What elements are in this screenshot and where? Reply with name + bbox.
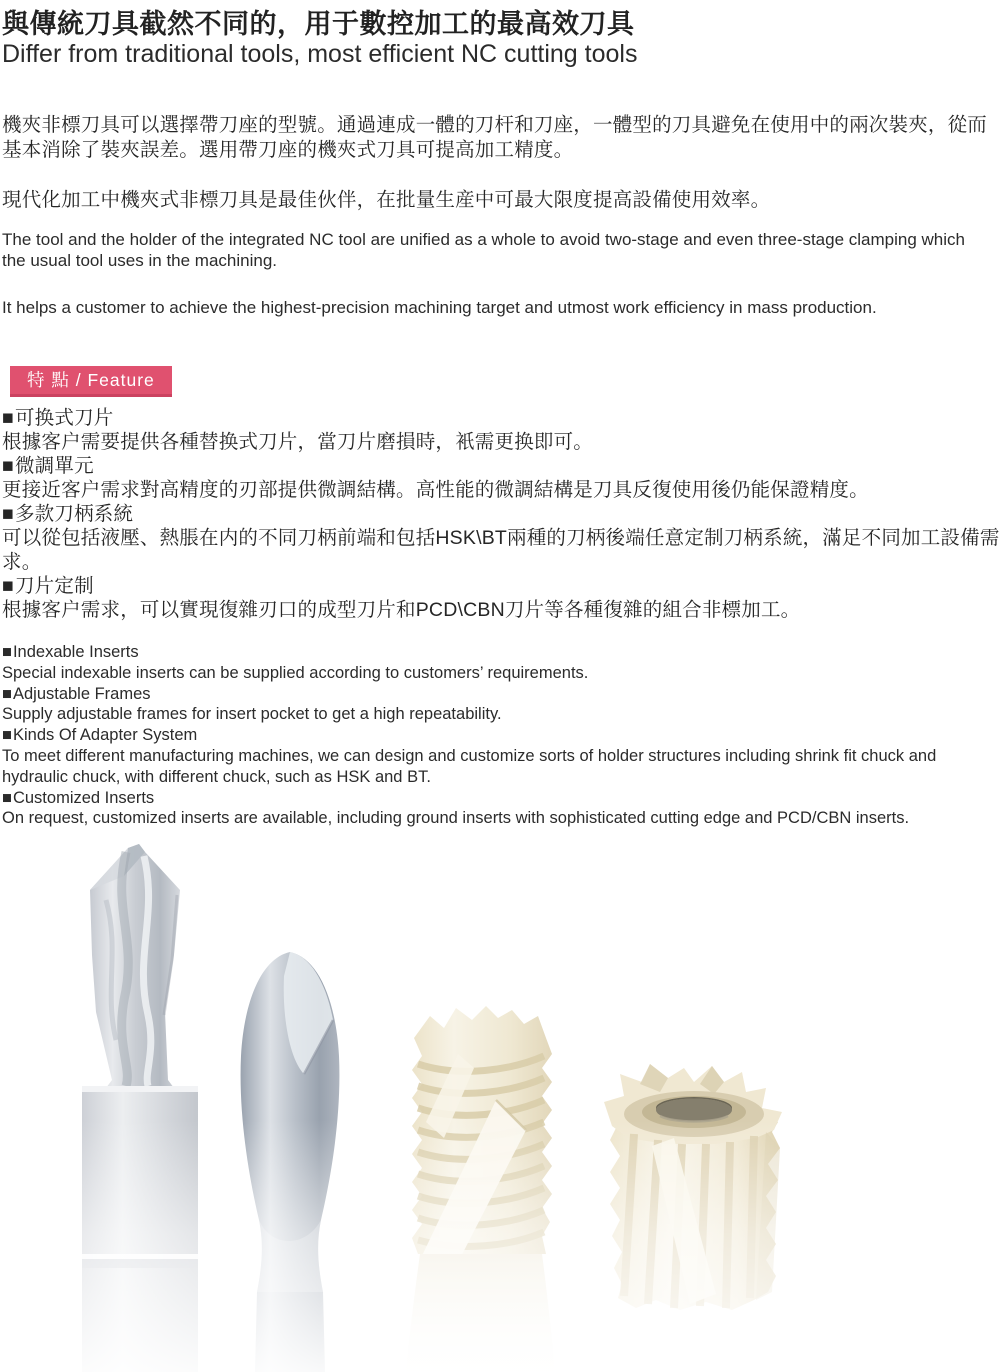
bullet-icon: ■: [2, 788, 12, 807]
feature-desc-zh: 根據客户需要提供各種替换式刀片，當刀片磨損時，衹需更换即可。: [2, 431, 594, 453]
feature-title-zh: [2, 406, 1000, 430]
feature-desc-en: Special indexable inserts can be supplied according to customers’ requirements.: [2, 663, 589, 682]
feature-list-zh: [2, 406, 1000, 622]
feature-title-text: Kinds Of Adapter System: [12, 726, 198, 745]
feature-title-text: Indexable Inserts: [12, 643, 139, 661]
feature-desc-zh: 根據客户需求，可以實現復雜刃口的成型刀片和PCD\CBN刀片等各種復雜的組合非標加工。: [2, 599, 801, 621]
feature-title-text: 刀片定制: [14, 575, 94, 597]
intro-paragraph-en-2: It helps a customer to achieve the highest-precision machining target and utmost work efficiency in mass production.: [2, 298, 877, 317]
bullet-icon: ■: [2, 407, 14, 429]
shell-mill-rough-cutter-image: [596, 1062, 796, 1310]
feature-title-text: 多款刀柄系統: [14, 503, 134, 525]
feature-desc-zh: 可以從包括液壓、熱脹在内的不同刀柄前端和包括HSK\BT兩種的刀柄後端任意定制刀柄系統，滿足不同加工設備需求。: [2, 527, 1000, 573]
feature-title-en: [2, 725, 977, 746]
page-title-zh: 與傳統刀具截然不同的，用于數控加工的最高效刀具: [2, 9, 635, 39]
bullet-icon: ■: [2, 455, 14, 477]
feature-desc-zh: 更接近客户需求對高精度的刃部提供微調結構。高性能的微調結構是刀具反復使用後仍能保證精度。: [2, 479, 869, 501]
intro-paragraph-zh-2: 現代化加工中機夾式非標刀具是最佳伙伴，在批量生産中可最大限度提高設備使用效率。: [2, 189, 771, 211]
feature-title-text: 微調單元: [14, 455, 94, 477]
feature-title-text: Adjustable Frames: [12, 684, 151, 703]
feature-title-en: [2, 642, 977, 663]
feature-list-en: [2, 642, 977, 829]
bullet-icon: ■: [2, 726, 12, 745]
feature-desc-en: On request, customized inserts are available, including ground inserts with sophisticated cutting edge and PCD/CBN inserts.: [2, 809, 910, 828]
bullet-icon: ■: [2, 575, 14, 597]
bullet-icon: ■: [2, 503, 14, 525]
ball-nose-end-mill-image: [226, 948, 354, 1372]
feature-badge: 特 點 / Feature: [10, 366, 172, 397]
roughing-end-mill-image: [400, 1002, 562, 1372]
bullet-icon: ■: [2, 684, 12, 703]
twist-drill-image: [76, 840, 208, 1372]
feature-title-zh: [2, 502, 1000, 526]
feature-desc-en: To meet different manufacturing machines, we can design and customize sorts of holder structures including shrink fit chuck and hydraulic chuck, with different chuck, such as HSK and BT.: [2, 746, 937, 786]
feature-title-text: Customized Inserts: [12, 788, 155, 807]
feature-desc-en: Supply adjustable frames for insert pocket to get a high repeatability.: [2, 705, 502, 724]
feature-title-text: 可换式刀片: [14, 407, 114, 429]
intro-paragraph-en-1: The tool and the holder of the integrated NC tool are unified as a whole to avoid two-stage and even three-stage clamping which the usual tool uses in the machining.: [2, 230, 965, 270]
feature-title-zh: [2, 454, 1000, 478]
feature-title-en: [2, 684, 977, 705]
intro-paragraph-zh-1: 機夾非標刀具可以選擇帶刀座的型號。通過連成一體的刀杆和刀座，一體型的刀具避免在使用中的兩次裝夾，從而基本消除了裝夾誤差。選用帶刀座的機夾式刀具可提高加工精度。: [2, 114, 988, 161]
feature-title-zh: [2, 574, 1000, 598]
page-title-en: Differ from traditional tools, most efficient NC cutting tools: [2, 40, 638, 68]
bullet-icon: ■: [2, 643, 12, 661]
feature-title-en: [2, 788, 977, 809]
